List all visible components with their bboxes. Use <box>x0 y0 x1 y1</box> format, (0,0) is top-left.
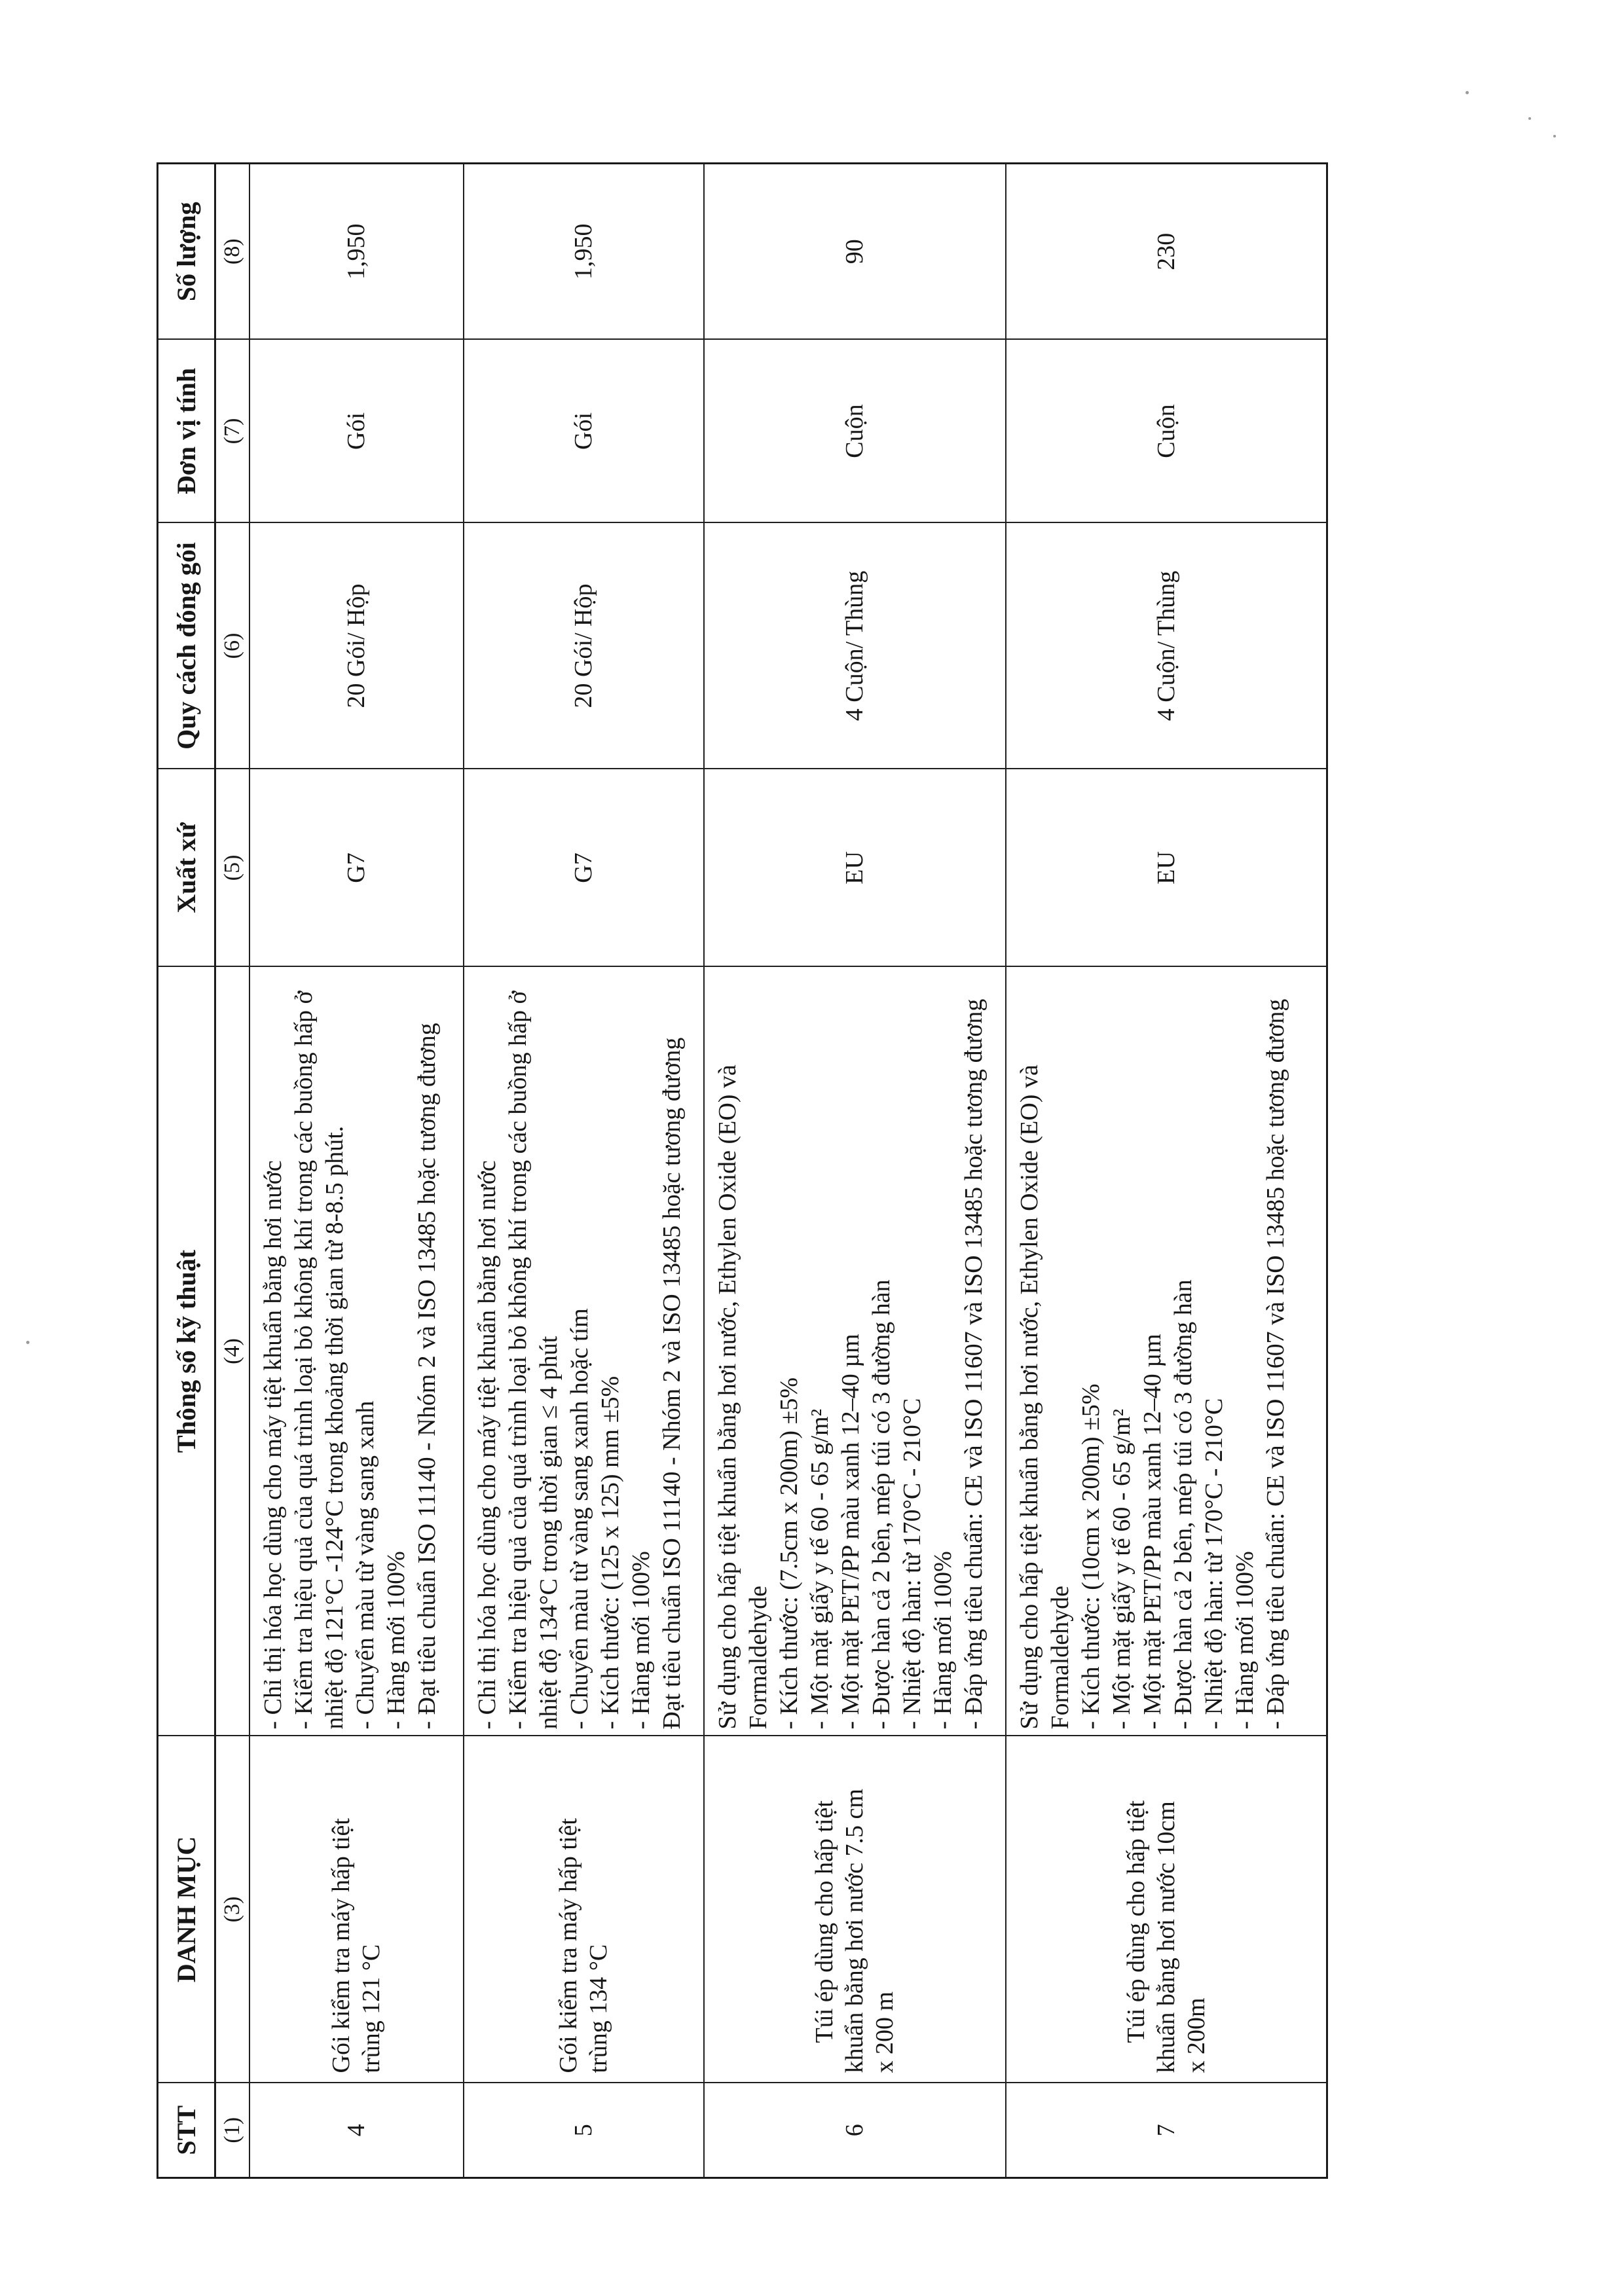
item-line: trùng 134 °C <box>585 1944 612 2073</box>
scan-speck <box>26 1341 29 1344</box>
column-number-unit: (7) <box>215 340 249 523</box>
table-row <box>1006 164 1327 2178</box>
packaging-cell: 20 Gói/ Hộp <box>464 523 704 769</box>
spec-line: - Hàng mới 100% <box>929 1551 957 1730</box>
stt-cell: 7 <box>1006 2083 1327 2178</box>
item-line: Gói kiểm tra máy hấp tiệt <box>327 1818 355 2073</box>
spec-line: - Kích thước: (7.5cm x 200m) ±5% <box>775 1377 803 1730</box>
item-line: khuẩn bằng hơi nước 7.5 cm <box>841 1789 868 2073</box>
column-number-stt: (1) <box>215 2083 249 2178</box>
spec-line: - Nhiệt độ hàn: từ 170°C - 210°C <box>898 1398 926 1730</box>
spec-line: - Chuyển màu từ vàng sang xanh <box>351 1400 379 1730</box>
column-number-quantity: (8) <box>215 164 249 340</box>
unit-cell: Gói <box>249 340 464 523</box>
spec-line: - Chỉ thị hóa học dùng cho máy tiệt khuẩn bằng hơi nước <box>473 1160 501 1730</box>
header-spec: Thông số kỹ thuật <box>158 967 215 1736</box>
item-line: Túi ép dùng cho hấp tiệt <box>1122 1800 1150 2043</box>
rotated-table-wrapper <box>157 164 1326 2179</box>
spec-line: - Chỉ thị hóa học dùng cho máy tiệt khuẩn bằng hơi nước <box>259 1160 287 1730</box>
spec-line: nhiệt độ 134°C trong thời gian ≤ 4 phút <box>534 1336 563 1730</box>
item-cell <box>464 1736 704 2083</box>
header-item: DANH MỤC <box>158 1736 215 2083</box>
header-unit: Đơn vị tính <box>158 340 215 523</box>
spec-line: Formaldehyde <box>744 1585 772 1730</box>
item-cell <box>249 1736 464 2083</box>
spec-line: - Chuyển màu từ vàng sang xanh hoặc tím <box>565 1308 593 1730</box>
spec-line: - Kiểm tra hiệu quả của quá trình loại bỏ không khí trong các buồng hấp ở <box>504 991 532 1730</box>
origin-cell: EU <box>704 769 1006 967</box>
quantity-cell: 90 <box>704 164 1006 340</box>
column-number-row <box>215 164 249 2178</box>
scan-speck <box>1528 117 1531 120</box>
quantity-cell: 1,950 <box>464 164 704 340</box>
spec-cell <box>464 967 704 1736</box>
unit-cell: Cuộn <box>1006 340 1327 523</box>
spec-line: - Nhiệt độ hàn: từ 170°C - 210°C <box>1200 1398 1228 1730</box>
origin-cell: G7 <box>249 769 464 967</box>
quantity-cell: 1,950 <box>249 164 464 340</box>
header-quantity: Số lượng <box>158 164 215 340</box>
header-row <box>158 164 215 2178</box>
origin-cell: EU <box>1006 769 1327 967</box>
header-stt: STT <box>158 2083 215 2178</box>
unit-cell: Gói <box>464 340 704 523</box>
packaging-cell: 4 Cuộn/ Thùng <box>1006 523 1327 769</box>
spec-line: nhiệt độ 121°C -124°C trong khoảng thời gian từ 8-8.5 phút. <box>320 1125 348 1730</box>
spec-line: - Được hàn cả 2 bên, mép túi có 3 đường hàn <box>1169 1279 1197 1730</box>
spec-line: - Kiểm tra hiệu quả của quá trình loại bỏ không khí trong các buồng hấp ở <box>289 991 318 1730</box>
spec-line: - Được hàn cả 2 bên, mép túi có 3 đường hàn <box>867 1279 895 1730</box>
item-line: Túi ép dùng cho hấp tiệt <box>811 1800 838 2043</box>
packaging-cell: 4 Cuộn/ Thùng <box>704 523 1006 769</box>
item-cell <box>704 1736 1006 2083</box>
spec-line: - Hàng mới 100% <box>1230 1551 1259 1730</box>
quantity-cell: 230 <box>1006 164 1327 340</box>
stt-cell: 5 <box>464 2083 704 2178</box>
spec-line: - Hàng mới 100% <box>627 1551 655 1730</box>
item-line: x 200m <box>1182 1997 1210 2073</box>
column-number-spec: (4) <box>215 967 249 1736</box>
stt-cell: 6 <box>704 2083 1006 2178</box>
column-number-origin: (5) <box>215 769 249 967</box>
column-number-item: (3) <box>215 1736 249 2083</box>
spec-line: Sử dụng cho hấp tiệt khuẩn bằng hơi nước, Ethylen Oxide (EO) và <box>1015 1065 1043 1730</box>
header-origin: Xuất xứ <box>158 769 215 967</box>
table-row <box>464 164 704 2178</box>
spec-cell <box>1006 967 1327 1736</box>
spec-line: - Đạt tiêu chuẩn ISO 11140 - Nhóm 2 và ISO 13485 hoặc tương đương <box>413 1023 441 1730</box>
spec-line: Đạt tiêu chuẩn ISO 11140 - Nhóm 2 và ISO 13485 hoặc tương đương <box>657 1037 686 1730</box>
spec-line: Sử dụng cho hấp tiệt khuẩn bằng hơi nước, Ethylen Oxide (EO) và <box>713 1065 741 1730</box>
spec-line: - Một mặt PET/PP màu xanh 12–40 µm <box>1138 1334 1166 1730</box>
spec-cell <box>704 967 1006 1736</box>
spec-line: - Một mặt giấy y tế 60 - 65 g/m² <box>1107 1409 1135 1730</box>
packaging-cell: 20 Gói/ Hộp <box>249 523 464 769</box>
item-cell <box>1006 1736 1327 2083</box>
origin-cell: G7 <box>464 769 704 967</box>
item-line: Gói kiểm tra máy hấp tiệt <box>555 1818 582 2073</box>
table-row <box>704 164 1006 2178</box>
table-row <box>249 164 464 2178</box>
stt-cell: 4 <box>249 2083 464 2178</box>
spec-line: - Đáp ứng tiêu chuẩn: CE và ISO 11607 và ISO 13485 hoặc tương đương <box>959 998 987 1730</box>
scan-speck <box>1553 135 1556 137</box>
spec-line: - Đáp ứng tiêu chuẩn: CE và ISO 11607 và ISO 13485 hoặc tương đương <box>1261 998 1289 1730</box>
spec-line: - Một mặt giấy y tế 60 - 65 g/m² <box>805 1409 834 1730</box>
specification-table <box>157 162 1328 2179</box>
item-line: x 200 m <box>871 1991 898 2073</box>
spec-line: - Một mặt PET/PP màu xanh 12–40 µm <box>836 1334 864 1730</box>
spec-cell <box>249 967 464 1736</box>
spec-line: - Hàng mới 100% <box>382 1551 410 1730</box>
unit-cell: Cuộn <box>704 340 1006 523</box>
scan-speck <box>1466 91 1469 94</box>
item-line: trùng 121 °C <box>358 1944 385 2073</box>
spec-line: - Kích thước: (10cm x 200m) ±5% <box>1077 1383 1105 1730</box>
item-line: khuẩn bằng hơi nước 10cm <box>1152 1801 1180 2073</box>
spec-line: Formaldehyde <box>1046 1585 1074 1730</box>
spec-line: - Kích thước: (125 x 125) mm ±5% <box>596 1376 624 1730</box>
header-packaging: Quy cách đóng gói <box>158 523 215 769</box>
column-number-packaging: (6) <box>215 523 249 769</box>
